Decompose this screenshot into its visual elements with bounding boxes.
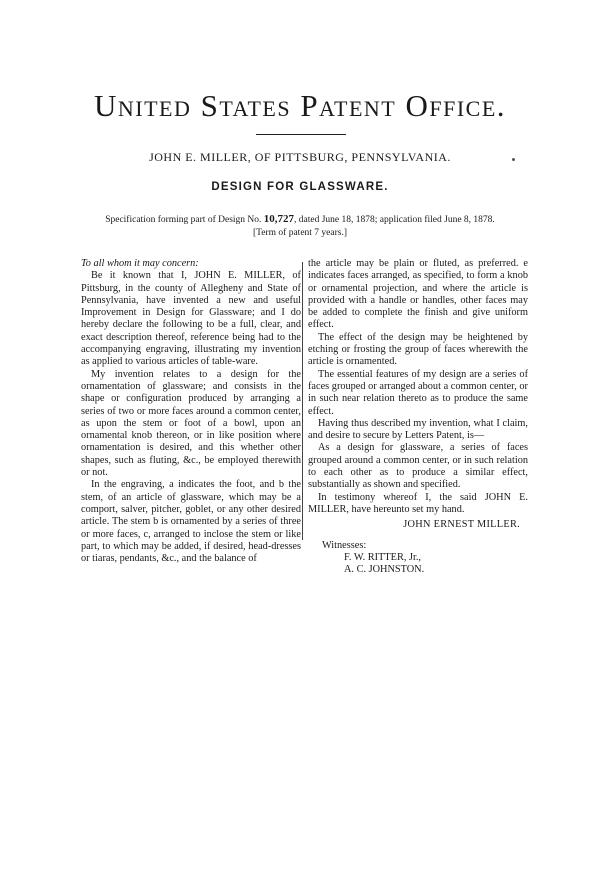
witnesses-label: Witnesses: [322, 539, 367, 551]
paragraph: the article may be plain or fluted, as preferred. e indicates faces arranged, as specified, to form a knob or ornamental projection, and where the article is provided with a handle or handles, other faces may be added to complete the finish and give uniform effect. [308, 258, 528, 331]
paragraph: In testimony whereof I, the said JOHN E. MILLER, have hereunto set my hand. [308, 491, 528, 515]
title-rule [256, 134, 346, 135]
inventor-line: JOHN E. MILLER, OF PITTSBURG, PENNSYLVANIA. [149, 150, 451, 164]
specification-line [0, 213, 600, 225]
design-title: DESIGN FOR GLASSWARE. [211, 181, 389, 193]
ink-dot [512, 158, 515, 161]
salutation: To all whom it may concern: [81, 258, 199, 269]
paragraph: Having thus described my invention, what I claim, and desire to secure by Letters Patent, is— [308, 417, 528, 442]
paragraph: In the engraving, a indicates the foot, and b the stem, of an article of glassware, which may be a comport, salver, pitcher, goblet, or any other desired article. The stem b is ornamented by a series of three or more faces, c, arranged to inclose the stem or like part, to which may be added, if desired, head-dresses or tiaras, pendants, &c., and the balance of [81, 479, 301, 565]
left-column [81, 258, 301, 565]
spec-prefix: Specification forming part of Design No. [105, 215, 262, 225]
inventor-signature: JOHN ERNEST MILLER. [403, 519, 520, 531]
office-title: United States Patent Office. [93, 88, 507, 123]
paragraph: My invention relates to a design for the ornamentation of glassware; and consists in the shape or configuration produced by arranging a series of two or more faces around a common center, as upon the stem or foot of a bowl, upon an ornamental knob thereon, or in like position where ornamentation is desired, and this whether other shapes, such as fluting, &c., be employed therewith or not. [81, 368, 301, 479]
witness-name: A. C. JOHNSTON. [344, 564, 425, 576]
design-number: 10,727 [263, 213, 295, 225]
paragraph: The essential features of my design are a series of faces grouped or arranged about a common center, or in such near relation thereto as to produce the same effect. [308, 368, 528, 417]
term-line: [Term of patent 7 years.] [252, 228, 348, 238]
column-divider [302, 262, 303, 540]
right-column [308, 258, 528, 576]
witness-name: F. W. RITTER, Jr., [344, 551, 421, 563]
paragraph: As a design for glassware, a series of faces grouped around a common center, or in such relation to each other as to produce a similar effect, substantially as shown and specified. [308, 442, 528, 491]
spec-suffix: , dated June 18, 1878; application filed June 8, 1878. [294, 215, 495, 225]
paragraph: The effect of the design may be heightened by etching or frosting the group of faces wherewith the article is ornamented. [308, 331, 528, 368]
paragraph: Be it known that I, JOHN E. MILLER, of Pittsburg, in the county of Allegheny and State of Pennsylvania, have invented a new and useful Improvement in Design for Glassware; and I do hereby declare the following to be a full, clear, and exact description thereof, reference being had to the accompanying engraving, illustrating my invention as applied to various articles of table-ware. [81, 270, 301, 368]
